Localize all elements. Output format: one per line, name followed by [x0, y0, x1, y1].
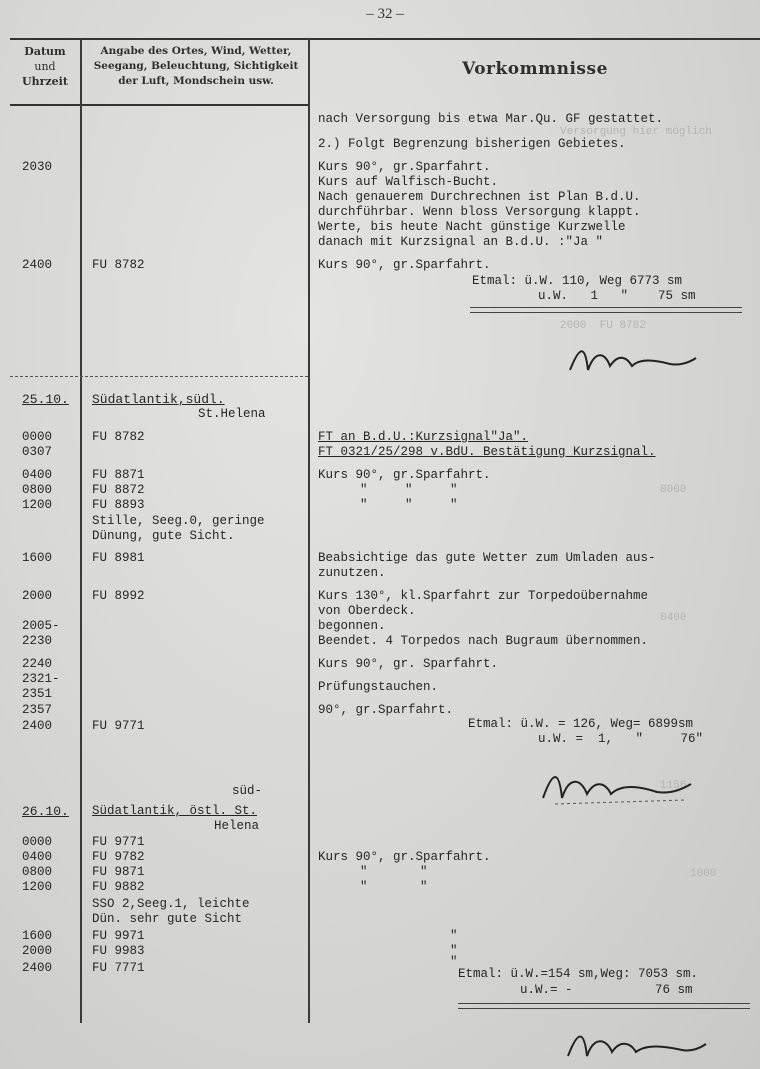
etmal-line: Etmal: ü.W. = 126, Weg= 6899sm	[468, 717, 694, 731]
bleed-through-text: 0400	[660, 612, 687, 624]
entry-text: " "	[360, 865, 428, 879]
header-angabe	[84, 44, 308, 89]
bleed-through-text: 0000	[660, 484, 687, 496]
entry-time: 2400	[22, 258, 53, 272]
entry-text: "	[450, 929, 458, 943]
entry-time: 1600	[22, 551, 53, 565]
section-divider	[10, 376, 308, 377]
header-datum-line: Datum	[24, 45, 66, 58]
entry-text: Werte, bis heute Nacht günstige Kurzwelle	[318, 220, 626, 234]
entry-text: Nach genauerem Durchrechnen ist Plan B.d.U.	[318, 190, 641, 204]
header-top-rule	[10, 38, 760, 40]
entry-text: Kurs 90°, gr.Sparfahrt.	[318, 258, 491, 272]
entry-time: 2400	[22, 719, 53, 733]
etmal-line: Etmal: ü.W. 110, Weg 6773 sm	[472, 274, 683, 288]
header-datum	[14, 44, 76, 89]
section-place: Helena	[214, 819, 260, 833]
etmal-line: u.W.= - 76 sm	[520, 983, 693, 997]
header-angabe-line: der Luft, Mondschein usw.	[118, 75, 274, 87]
entry-time: 2400	[22, 961, 53, 975]
bleed-through-text: Versorgung hier möglich	[560, 126, 712, 138]
entry-time: 2000	[22, 589, 53, 603]
entry-time: 0400	[22, 468, 53, 482]
section-place: Südatlantik, östl. St.	[92, 804, 258, 818]
entry-text: " "	[360, 880, 428, 894]
bleed-through-text: 1156	[660, 780, 687, 792]
entry-text: Kurs 90°, gr.Sparfahrt.	[318, 850, 491, 864]
column-divider-1	[80, 38, 82, 1023]
entry-time: 2030	[22, 160, 53, 174]
section-date: 25.10.	[22, 392, 69, 407]
signature-mark	[560, 340, 700, 380]
entry-time: 2357	[22, 703, 53, 717]
header-angabe-line: Angabe des Ortes, Wind, Wetter,	[100, 45, 292, 57]
entry-time: 2351	[22, 687, 53, 701]
entry-time: 0400	[22, 850, 53, 864]
weather-note: Dünung, gute Sicht.	[92, 529, 235, 543]
entry-position: FU 8992	[92, 589, 145, 603]
entry-time: 1200	[22, 880, 53, 894]
page-number: – 32 –	[366, 6, 404, 22]
weather-note: Stille, Seeg.0, geringe	[92, 514, 265, 528]
entry-text: Kurs 130°, kl.Sparfahrt zur Torpedoübernahme	[318, 589, 649, 603]
entry-text: Beendet. 4 Torpedos nach Bugraum übernommen.	[318, 634, 649, 648]
entry-position: FU 9771	[92, 719, 145, 733]
header-angabe-line: Seegang, Beleuchtung, Sichtigkeit	[93, 60, 299, 72]
entry-text: begonnen.	[318, 619, 386, 633]
entry-position: FU 9782	[92, 850, 145, 864]
entry-text: " " "	[360, 498, 458, 512]
section-date: 26.10.	[22, 804, 69, 819]
entry-text: " " "	[360, 483, 458, 497]
entry-position: FU 8782	[92, 430, 145, 444]
entry-position: FU 8981	[92, 551, 145, 565]
entry-position: FU 9882	[92, 880, 145, 894]
entry-time: 0000	[22, 835, 53, 849]
entry-text: danach mit Kurzsignal an B.d.U. :"Ja "	[318, 235, 604, 249]
entry-position: FU 8871	[92, 468, 145, 482]
header-datum-line: Uhrzeit	[22, 75, 68, 88]
entry-text: FT 0321/25/298 v.BdU. Bestätigung Kurzsignal.	[318, 445, 656, 459]
entry-time: 1200	[22, 498, 53, 512]
weather-note: SSO 2,Seeg.1, leichte	[92, 897, 250, 911]
bleed-through-text: 2000 FU 8782	[560, 320, 646, 332]
weather-note: Dün. sehr gute Sicht	[92, 912, 243, 926]
entry-position: FU 8893	[92, 498, 145, 512]
etmal-underline	[458, 1003, 750, 1009]
entry-text: 90°, gr.Sparfahrt.	[318, 703, 454, 717]
entry-text: "	[450, 944, 458, 958]
column-divider-2	[308, 38, 310, 1023]
section-place: St.Helena	[198, 407, 266, 421]
etmal-line: u.W. = 1, " 76"	[538, 732, 704, 746]
entry-position: FU 8872	[92, 483, 145, 497]
entry-position: FU 9971	[92, 929, 145, 943]
entry-position: FU 7771	[92, 961, 145, 975]
entry-position: FU 9871	[92, 865, 145, 879]
header-bottom-rule	[10, 104, 310, 106]
section-place: süd-	[232, 784, 263, 798]
entry-text: Kurs auf Walfisch-Bucht.	[318, 175, 499, 189]
entry-time: 2000	[22, 944, 53, 958]
entry-text: nach Versorgung bis etwa Mar.Qu. GF gestattet.	[318, 112, 664, 126]
entry-text: von Oberdeck.	[318, 604, 416, 618]
entry-time: 1600	[22, 929, 53, 943]
entry-text: Kurs 90°, gr.Sparfahrt.	[318, 468, 491, 482]
entry-time: 2321-	[22, 672, 60, 686]
header-datum-line: und	[34, 60, 56, 73]
entry-position: FU 8782	[92, 258, 145, 272]
entry-text: Kurs 90°, gr. Sparfahrt.	[318, 657, 499, 671]
entry-time: 0307	[22, 445, 53, 459]
bleed-through-text: 1000	[690, 868, 717, 880]
entry-time: 0800	[22, 483, 53, 497]
entry-text: Kurs 90°, gr.Sparfahrt.	[318, 160, 491, 174]
entry-time: 0000	[22, 430, 53, 444]
etmal-line: u.W. 1 " 75 sm	[538, 289, 696, 303]
entry-text: "	[450, 955, 458, 969]
header-vorkommnisse: Vorkommnisse	[462, 59, 608, 79]
entry-text: FT an B.d.U.:Kurzsignal"Ja".	[318, 430, 529, 444]
section-place: Südatlantik,südl.	[92, 392, 225, 407]
entry-time: 2230	[22, 634, 53, 648]
etmal-underline	[470, 307, 742, 313]
entry-position: FU 9771	[92, 835, 145, 849]
entry-text: Beabsichtige das gute Wetter zum Umladen aus-	[318, 551, 656, 565]
signature-mark	[560, 1026, 710, 1064]
entry-time: 2005-	[22, 619, 60, 633]
entry-text: durchführbar. Wenn bloss Versorgung klappt.	[318, 205, 641, 219]
signature-mark	[535, 764, 695, 808]
entry-time: 2240	[22, 657, 53, 671]
entry-text: zunutzen.	[318, 566, 386, 580]
etmal-line: Etmal: ü.W.=154 sm,Weg: 7053 sm.	[458, 967, 699, 981]
entry-time: 0800	[22, 865, 53, 879]
entry-position: FU 9983	[92, 944, 145, 958]
entry-text: Prüfungstauchen.	[318, 680, 439, 694]
entry-text: 2.) Folgt Begrenzung bisherigen Gebietes.	[318, 137, 626, 151]
